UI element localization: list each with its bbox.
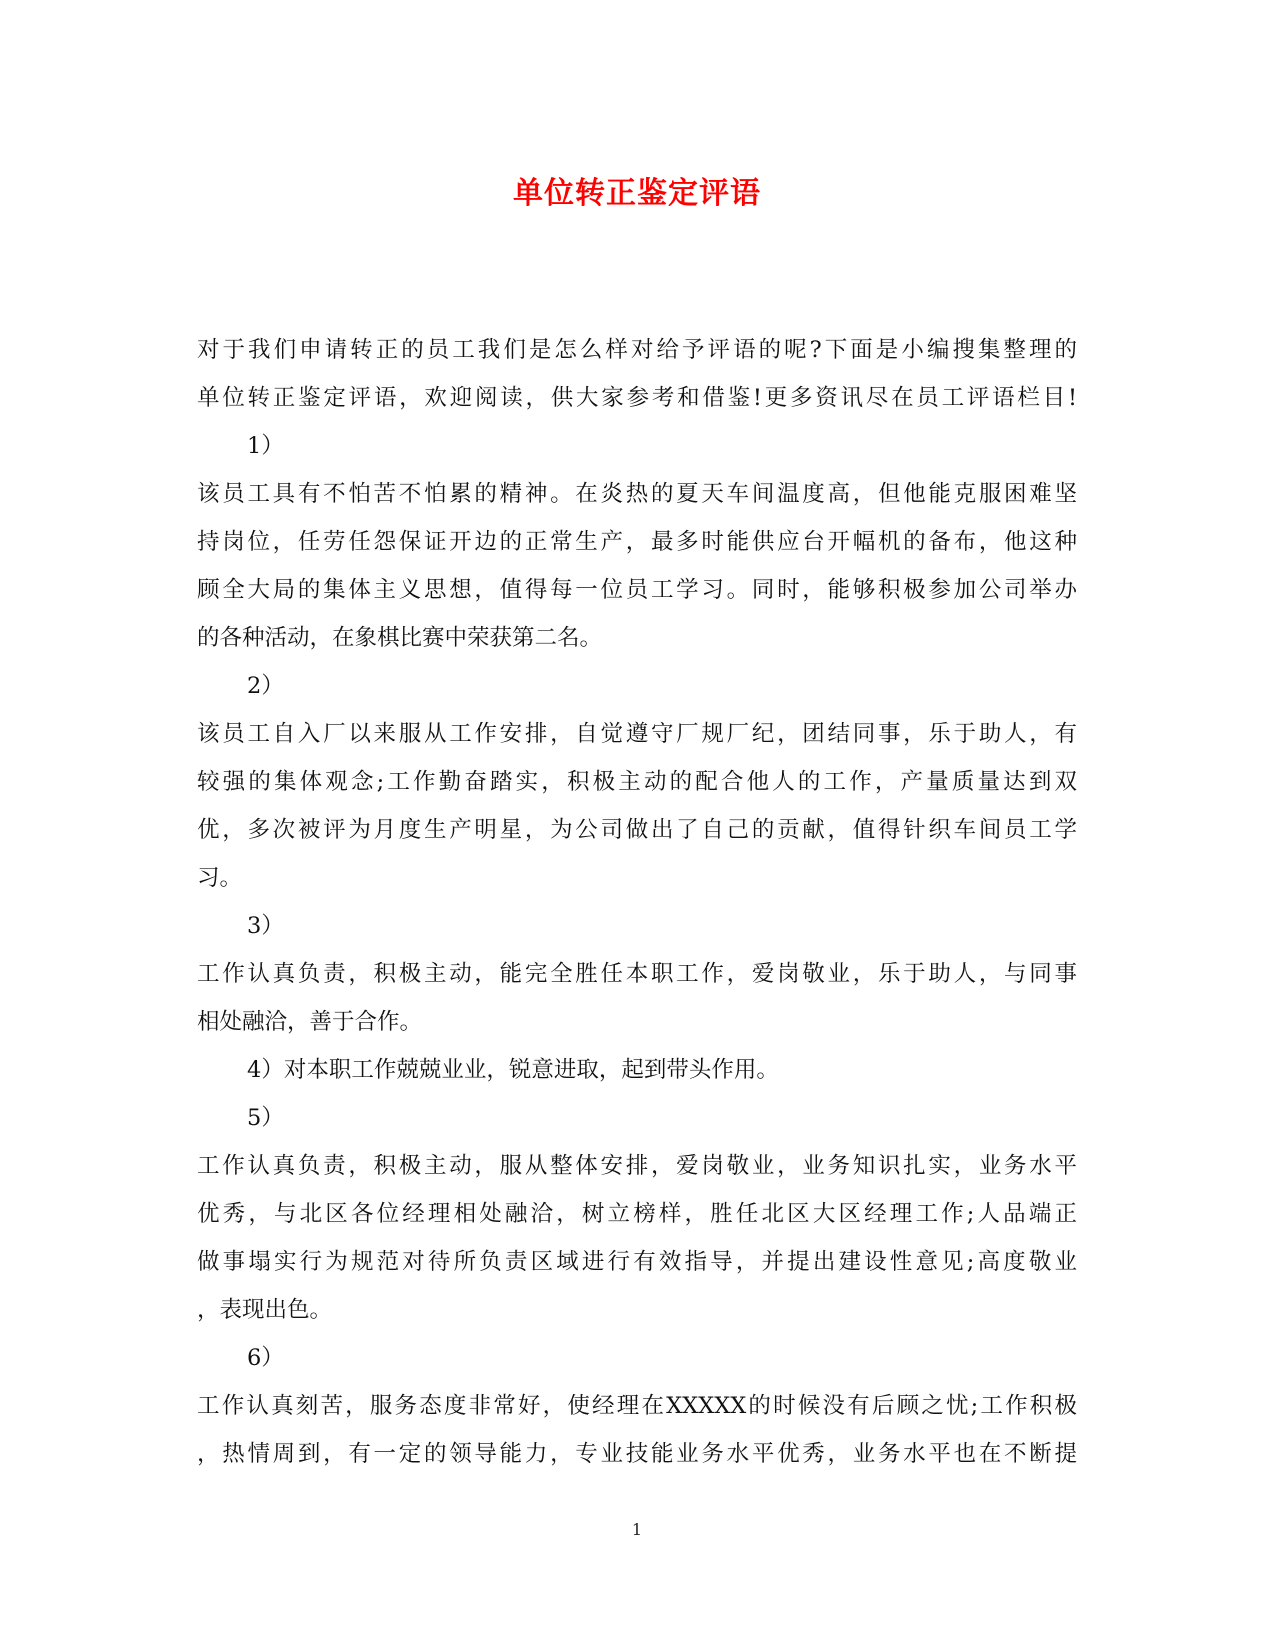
paragraph-line: 优秀，与北区各位经理相处融洽，树立榜样，胜任北区大区经理工作;人品端正 xyxy=(197,1201,1077,1227)
document-body xyxy=(197,326,1077,1478)
paragraph-line: ，热情周到，有一定的领导能力，专业技能业务水平优秀，业务水平也在不断提 xyxy=(197,1441,1077,1467)
item-number: 6） xyxy=(247,1345,284,1371)
paragraph-line: 工作认真负责，积极主动，服从整体安排，爱岗敬业，业务知识扎实，业务水平 xyxy=(197,1153,1077,1179)
page-number: 1 xyxy=(631,1520,643,1539)
paragraph-line: 该员工自入厂以来服从工作安排，自觉遵守厂规厂纪，团结同事，乐于助人，有 xyxy=(197,721,1077,747)
paragraph-line: 工作认真负责，积极主动，能完全胜任本职工作，爱岗敬业，乐于助人，与同事 xyxy=(197,961,1077,987)
paragraph-line: 优，多次被评为月度生产明星，为公司做出了自己的贡献，值得针织车间员工学 xyxy=(197,817,1077,843)
item-line: 4）对本职工作兢兢业业，锐意进取，起到带头作用。 xyxy=(247,1057,779,1083)
item-number: 2） xyxy=(247,673,284,699)
paragraph-line: ，表现出色。 xyxy=(197,1297,333,1323)
item-number: 5） xyxy=(247,1105,284,1131)
paragraph-line: 该员工具有不怕苦不怕累的精神。在炎热的夏天车间温度高，但他能克服困难坚 xyxy=(197,481,1077,507)
document-title: 单位转正鉴定评语 xyxy=(513,176,761,211)
paragraph-line: 持岗位，任劳任怨保证开边的正常生产，最多时能供应台开幅机的备布，他这种 xyxy=(197,529,1077,555)
item-number: 1） xyxy=(247,433,284,459)
paragraph-line: 单位转正鉴定评语，欢迎阅读，供大家参考和借鉴!更多资讯尽在员工评语栏目! xyxy=(197,385,1077,411)
paragraph-line: 工作认真刻苦，服务态度非常好，使经理在XXXXX的时候没有后顾之忧;工作积极 xyxy=(197,1393,1077,1419)
paragraph-line: 顾全大局的集体主义思想，值得每一位员工学习。同时，能够积极参加公司举办 xyxy=(197,577,1077,603)
paragraph-line: 相处融洽，善于合作。 xyxy=(197,1009,423,1035)
paragraph-line: 的各种活动，在象棋比赛中荣获第二名。 xyxy=(197,625,603,651)
paragraph-line: 对于我们申请转正的员工我们是怎么样对给予评语的呢?下面是小编搜集整理的 xyxy=(197,337,1077,363)
item-number: 3） xyxy=(247,913,284,939)
paragraph-line: 做事塌实行为规范对待所负责区域进行有效指导，并提出建设性意见;高度敬业 xyxy=(197,1249,1077,1275)
paragraph-line: 习。 xyxy=(197,865,243,891)
paragraph-line: 较强的集体观念;工作勤奋踏实，积极主动的配合他人的工作，产量质量达到双 xyxy=(197,769,1077,795)
